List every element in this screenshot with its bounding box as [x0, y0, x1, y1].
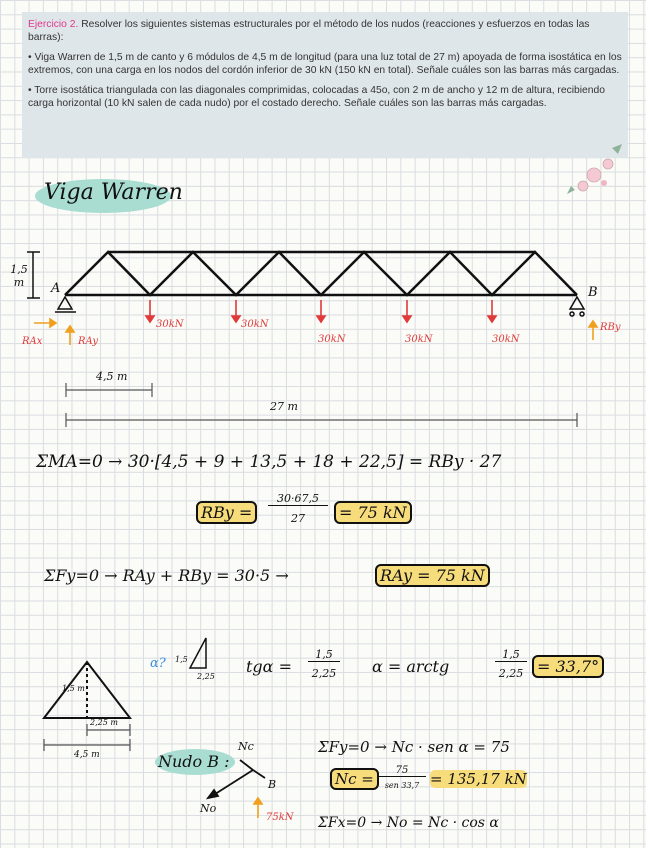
- rby-result: = 75 kN: [334, 503, 412, 522]
- node-b-label: B: [588, 285, 598, 300]
- height-label: 1,5 m: [10, 263, 28, 289]
- support-a-icon: [55, 297, 76, 312]
- load-label: 30kN: [492, 334, 520, 345]
- alpha-denominator: 2,25: [498, 667, 524, 680]
- support-b-icon: [570, 297, 584, 316]
- warren-truss: [65, 252, 577, 295]
- moment-equation: ΣMA=0 → 30·[4,5 + 9 + 13,5 + 18 + 22,5] = RBy · 27: [36, 452, 502, 472]
- fx-equation: ΣFx=0 → No = Nc · cos α: [318, 815, 499, 831]
- nc-result: = 135,17 kN: [430, 770, 527, 788]
- alpha-numerator: 1,5: [495, 648, 527, 662]
- nc-denominator: sen 33,7: [384, 781, 420, 790]
- small-tri-half: 2,25 m: [90, 718, 118, 727]
- tg-lhs: tgα =: [246, 657, 292, 676]
- flower-decoration-icon: [567, 144, 622, 194]
- load-label: 30kN: [405, 334, 433, 345]
- node-a-label: A: [51, 281, 61, 296]
- alpha-question: α?: [150, 656, 166, 671]
- reaction-rax: RAx: [22, 336, 43, 347]
- tg-denominator: 2,25: [311, 667, 337, 680]
- rby-denominator: 27: [291, 512, 305, 525]
- tri-height: 1,5: [175, 655, 188, 664]
- fy-nc-equation: ΣFy=0 → Nc · sen α = 75: [318, 738, 510, 756]
- alpha-lhs: α = arctg: [372, 657, 450, 676]
- rby-numerator: 30·67,5: [268, 492, 328, 506]
- tri-base: 2,25: [197, 672, 215, 681]
- node-b-small-label: B: [268, 778, 277, 791]
- small-tri-height: 1,5 m: [62, 684, 85, 693]
- dim-module: 4,5 m: [96, 370, 128, 383]
- alpha-triangle: [190, 638, 206, 668]
- nc-force-label: Nc: [238, 740, 254, 753]
- exercise-label: Ejercicio 2.: [28, 19, 79, 30]
- bullet-warren: • Viga Warren de 1,5 m de canto y 6 módulos de 4,5 m de longitud (para una luz total de 27 m) apoyada de forma isostática en los extremos, con una carga en los nodos del cordón inferior de 30 kN (150 kN en total). Señale cuáles son las barras más cargadas.: [28, 52, 622, 76]
- tg-numerator: 1,5: [308, 648, 340, 662]
- fy-equation: ΣFy=0 → RAy + RBy = 30·5 →: [44, 566, 289, 585]
- dimension-lines: [66, 383, 577, 427]
- nc-lhs: Nc =: [330, 770, 379, 788]
- reaction-rby: RBy: [600, 322, 621, 333]
- reaction-ray: RAy: [78, 336, 98, 347]
- bullet-tower: • Torre isostática triangulada con las diagonales comprimidas, colocadas a 45o, con 2 m de ancho y 12 m de altura, recibiendo carga horizontal (10 kN salen de cada nudo) por el costado derecho. Señale cuáles son las barras más cargadas.: [28, 85, 605, 109]
- alpha-result: = 33,7°: [532, 657, 604, 676]
- load-label: 30kN: [156, 319, 184, 330]
- small-tri-base: 4,5 m: [74, 750, 100, 760]
- dim-total: 27 m: [270, 400, 298, 413]
- load-label: 30kN: [318, 334, 346, 345]
- reaction-75-label: 75kN: [266, 812, 294, 823]
- module-triangle: [44, 662, 130, 718]
- load-arrows: [146, 300, 496, 322]
- nc-numerator: 75: [378, 765, 426, 777]
- rby-lhs: RBy =: [196, 503, 257, 522]
- ray-result: RAy = 75 kN: [375, 566, 490, 585]
- intro-text: Resolver los siguientes sistemas estructurales por el método de los nudos (reacciones y esfuerzos en todas las barras):: [28, 19, 590, 43]
- notes-title: Viga Warren: [44, 180, 183, 205]
- no-force-label: No: [200, 802, 217, 815]
- nudo-b-label: Nudo B :: [158, 752, 230, 771]
- load-label: 30kN: [241, 319, 269, 330]
